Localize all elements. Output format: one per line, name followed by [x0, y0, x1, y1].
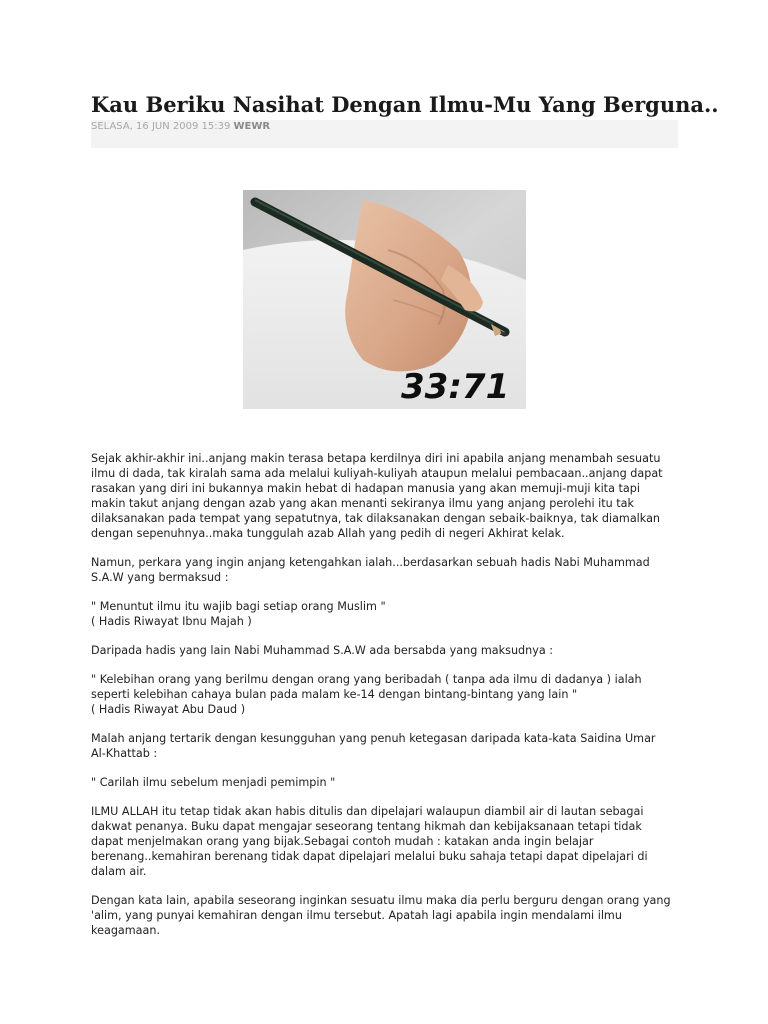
post-date: SELASA, 16 JUN 2009 15:39: [91, 121, 231, 132]
paragraph-line: dapat menjelmakan orang yang bijak.Sebagai contoh mudah : katakan anda ingin belajar: [91, 835, 594, 848]
paragraph-line: ( Hadis Riwayat Ibnu Majah ): [91, 615, 252, 628]
post-author: WEWR: [233, 121, 271, 132]
paragraph-line: Namun, perkara yang ingin anjang ketengahkan ialah...berdasarkan sebuah hadis Nabi Muhammad: [91, 556, 650, 569]
post-paragraph: [91, 643, 678, 658]
paragraph-line: ilmu di dada, tak kiralah sama ada melalui kuliyah-kuliyah ataupun melalui pembacaan..anjang dapat: [91, 467, 663, 480]
post-paragraph: [91, 731, 678, 761]
paragraph-line: Al-Khattab :: [91, 747, 158, 760]
post-title: Kau Beriku Nasihat Dengan Ilmu-Mu Yang Berguna..: [91, 92, 719, 117]
paragraph-line: ILMU ALLAH itu tetap tidak akan habis ditulis dan dipelajari walaupun diambil air di lautan sebagai: [91, 805, 644, 818]
paragraph-line: ( Hadis Riwayat Abu Daud ): [91, 703, 246, 716]
paragraph-line: keagamaan.: [91, 924, 161, 937]
post-paragraph: [91, 599, 678, 629]
post-paragraph: [91, 775, 678, 790]
post-paragraph: [91, 893, 678, 938]
paragraph-line: Daripada hadis yang lain Nabi Muhammad S.A.W ada bersabda yang maksudnya :: [91, 644, 554, 657]
blog-post: [91, 90, 719, 937]
paragraph-line: Sejak akhir-akhir ini..anjang makin terasa betapa kerdilnya diri ini apabila anjang menambah sesuatu: [91, 452, 661, 465]
paragraph-line: S.A.W yang bermaksud :: [91, 571, 229, 584]
post-paragraph: [91, 672, 678, 717]
paragraph-line: seperti kelebihan cahaya bulan pada malam ke-14 dengan bintang-bintang yang lain ": [91, 688, 578, 701]
paragraph-line: berenang..kemahiran berenang tidak dapat dipelajari melalui buku sahaja tetapi dapat dipelajari di: [91, 850, 648, 863]
paragraph-line: dalam air.: [91, 865, 147, 878]
paragraph-line: dakwat penanya. Buku dapat mengajar seseorang tentang hikmah dan kebijaksanaan tetapi tidak: [91, 820, 642, 833]
post-paragraph: [91, 555, 678, 585]
paragraph-line: Dengan kata lain, apabila seseorang inginkan sesuatu ilmu maka dia perlu berguru dengan orang yang: [91, 894, 671, 907]
paragraph-line: Malah anjang tertarik dengan kesungguhan yang penuh ketegasan daripada kata-kata Saidina Umar: [91, 732, 656, 745]
paragraph-line: " Menuntut ilmu itu wajib bagi setiap orang Muslim ": [91, 600, 386, 613]
paragraph-line: 'alim, yang punyai kemahiran dengan ilmu tersebut. Apatah lagi apabila ingin mendalami ilmu: [91, 909, 622, 922]
post-body: [91, 451, 678, 952]
hand-writing-pencil-photo: [243, 190, 526, 409]
post-paragraph: [91, 804, 678, 879]
post-paragraph: [91, 451, 678, 541]
paragraph-line: makin takut anjang dengan azab yang akan menanti sekiranya ilmu yang anjang perolehi itu tak: [91, 497, 635, 510]
post-meta-bar: [91, 120, 678, 148]
post-image: [243, 190, 526, 409]
paragraph-line: dilaksanakan pada tempat yang sepatutnya, tak dilaksanakan dengan sebaik-baiknya, tak diamalkan: [91, 512, 661, 525]
post-image-caption: 33:71: [401, 367, 510, 407]
paragraph-line: rasakan yang diri ini bukannya makin hebat di hadapan manusia yang akan memuji-muji kita tapi: [91, 482, 640, 495]
paragraph-line: dengan sepenuhnya..maka tunggulah azab Allah yang pedih di negeri Akhirat kelak.: [91, 527, 565, 540]
paragraph-line: " Kelebihan orang yang berilmu dengan orang yang beribadah ( tanpa ada ilmu di dadanya ) ialah: [91, 673, 642, 686]
paragraph-line: " Carilah ilmu sebelum menjadi pemimpin ": [91, 776, 336, 789]
